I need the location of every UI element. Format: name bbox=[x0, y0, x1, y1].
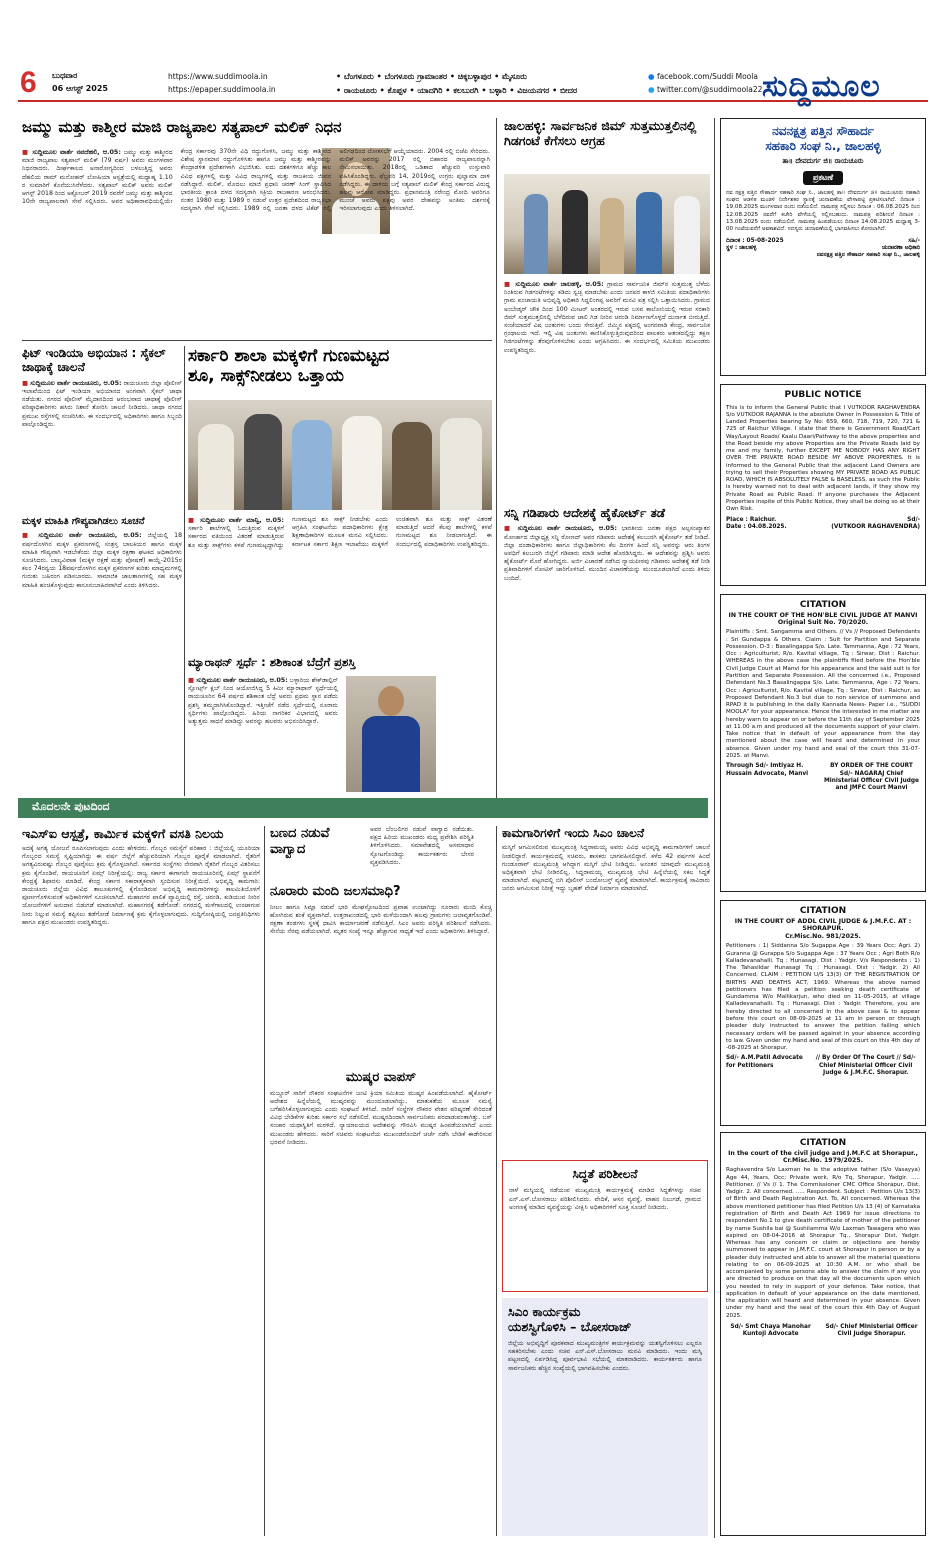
issue-date-text: 06 ಆಗಸ್ಟ್ 2025 bbox=[52, 83, 108, 93]
headline: ನೂರಾರು ಮಂದಿ ಜಲಸಮಾಧಿ? bbox=[270, 884, 401, 899]
newspaper-logo: ಸುದ್ದಿಮೂಲ bbox=[762, 69, 881, 104]
article-cm-program bbox=[502, 1298, 708, 1536]
citation-body: Petitioners : 1) Siddanna S/o Sugappa Age : 39 Years Occ; Agri. 2) Guranna @ Gurappa S/o Sugappa Age : 37 Years Occ ; Agri Both R/o Kalladevanahalli. Tq : Hunasagi. Dist : Yadgir. V/s Respondents : 1) The Tahasildar Hunasagi Tq : Hunasagi. Dist : Yadgir. 2) All Concerned. CLAIM : PETITION U/S 13(3) OF THE REGISTRATION OF BIRTHS AND DEATHS ACT, 1969. Whereas the above named petitioners has filed a petition seeking death certificate of Gundamma W/o Mallikarjun, who died on 11-05-2015, at village Kalladevanahalli. Tq : Hunasagi. Dist : Yadgir. Therefore, you are hereby directed to all concerned in the above case & to appear before this court on 08-09-2025 at 11 am in person or through pleader duly instructed to answer the petition failing which necessary orders will be passed against in your absence according to law. Given under my hand and seal of this court on this 4th day of -08-2025 at Shorapur. bbox=[726, 943, 920, 1052]
twitter-icon: ● bbox=[648, 85, 655, 95]
body-text: ಮಜ್ದೂರ್ ಸಾರಿಗೆ ನೌಕರರ ಸಂಘಟನೆಗಳ ಜಂಟಿ ಕ್ರಿಯಾ ಸಮಿತಿಯ ಮುಷ್ಕರ ಹಿಂಪಡೆಯಲಾಗಿದೆ. ಹೈಕೋರ್ಟ್ ಆದೇಶದ ಹಿನ್ನೆಲೆಯಲ್ಲಿ ಮುಷ್ಕರವನ್ನು ಮುಂದೂಡಲಾಗಿದ್ದು, ಮಾತುಕತೆಯ ಮೂಲಕ ಸಮಸ್ಯೆ ಬಗೆಹರಿಸಿಕೊಳ್ಳಲಾಗುವುದು ಎಂದು ಸಂಘಟನೆ ತಿಳಿಸಿದೆ. ನಾರಿಗೆ ಸಂಸ್ಥೆಗಳ ನೌಕರರ ವೇತನ ಪರಿಷ್ಕರಣೆ ಸೇರಿದಂತೆ ವಿವಿಧ ಬೇಡಿಕೆಗಳ ಕುರಿತು ಸರ್ಕಾರ ಸಭೆ ನಡೆಸಲಿದೆ. ಮುಷ್ಕರದಿಂದಾಗಿ ಸಾರ್ವಜನಿಕರು ಪರದಾಡುವಂತಾಗಿತ್ತು. ಬಸ್ ಸಂಚಾರ ಯಥಾಸ್ಥಿತಿಗೆ ಮರಳಿದೆ. ನ್ಯಾಯಾಲಯದ ಆದೇಶವನ್ನು ಗೌರವಿಸಿ ಮುಷ್ಕರ ಹಿಂಪಡೆಯಲಾಗಿದೆ ಎಂದು ಮುಖಂಡರು ಹೇಳಿದರು. ಸಾರಿಗೆ ಸಚಿವರು ಸಂಘಟನೆಯ ಮುಖಂಡರೊಂದಿಗೆ ಚರ್ಚೆ ನಡೆಸಿ ಬೇಡಿಕೆ ಈಡೇರಿಸುವ ಭರವಸೆ ನೀಡಿದರು. bbox=[270, 1089, 492, 1146]
article-body bbox=[188, 516, 492, 650]
article-marathon bbox=[188, 656, 492, 796]
citation-right-sign: BY ORDER OF THE COURT Sd/- NAGARAJ Chief Ministerial Officer Civil Judge and JMFC Court Manvi bbox=[824, 763, 919, 792]
headline: ಮುಷ್ಕರ ವಾಪಸ್ bbox=[345, 1070, 417, 1085]
notice-date: Date : 04.08.2025. bbox=[726, 523, 787, 530]
article-body bbox=[509, 1187, 701, 1212]
headline: ಮ್ಯಾರಾಥನ್ ಸ್ಪರ್ಧೆ : ಶಶಿಕಾಂತ ಬೆದ್ರೆಗೆ ಪ್ರಶಸ್ತಿ bbox=[188, 656, 356, 669]
headline: ಸಿದ್ಧತೆ ಪರಿಶೀಲನೆ bbox=[572, 1167, 638, 1181]
notice-citation-manvi bbox=[720, 594, 926, 892]
notice-public bbox=[720, 384, 926, 586]
body-text: ಗ್ರಾಮದ ಸಾರ್ವಜನಿಕ ಜಿಮ್‌ನ ಸುತ್ತಮುತ್ತ ಬೆಳೆದು ನಿಂತಿರುವ ಗಿಡಗಂಟೆಗಳನ್ನು ಕಡಿದು ಸ್ವಚ್ಛ ಮಾಡಬೇಕು ಎಂದು ಜನಪರ ಕಾಳಜಿ ಸಮಿತಿಯ ಪದಾಧಿಕಾರಿಗಳು ಗ್ರಾಮ ಪಂಚಾಯತಿ ಅಭಿವೃದ್ಧಿ ಅಧಿಕಾರಿ ಸಿದ್ದಲಿಂಗಪ್ಪ ಅವರಿಗೆ ಮನವಿ ಪತ್ರ ಸಲ್ಲಿಸಿ ಒತ್ತಾಯಿಸಿದರು. ಗ್ರಾಮದ ಅಂಬೇಡ್ಕರ್ ಚೌಕ ದಿಂದ 100 ಮೀಟರ್ ಅಂತರದಲ್ಲಿ ಇರುವ ಬಸವ ಕಾಲೋನಿಯಲ್ಲಿ ಇರುವ ಸರಕಾರಿ ಜಿಮ್ ಸುತ್ತಮುತ್ತಲಿನಲ್ಲಿ ಬೆಳೆದಿರುವ ಜಾಲಿ ಗಿಡ ನೀರಿನ ಚರಂಡಿ ನಿರ್ಮಾಣಗೊಳ್ಳದೆ ದುರ್ನಾತ ಬೀರುತ್ತಿದೆ. ಸಂಜೆಯಾದರೆ ವಿಷ ಜಂತುಗಳು ಬಂದು ಸೇರುತ್ತಿವೆ. ಜಿಮ್ಮಿನ ಪಕ್ಕದಲ್ಲಿ ಅಂಗನವಾಡಿ ಕೇಂದ್ರ, ಸಾರ್ವಜನಿಕ ಗ್ರಂಥಾಲಯ ಇದೆ. ಇಲ್ಲಿ ವಿಷ ಜಂತುಗಳು ಕಾಣಿಸಿಕೊಳ್ಳುತ್ತಿರುವುದರಿಂದ ಪಾಲಕರು ಆತಂಕದಲ್ಲಿದ್ದು ತಕ್ಷಣ ಗಿಡಗಂಟೆಗಳನ್ನು ತೆರವುಗೊಳಿಸಬೇಕು ಎಂದು ಆಗ್ರಹಿಸಿದರು. ಈ ಸಂದರ್ಭದಲ್ಲಿ ಸಮಿತಿಯ ಮುಖಂಡರು ಉಪಸ್ಥಿತರಿದ್ದರು. bbox=[504, 281, 710, 354]
byline: ■ ಸುದ್ದಿಮೂಲ ವಾರ್ತೆ ರಾಯಚೂರು, ಆ.05: bbox=[22, 378, 122, 387]
body-text: ಅವರ ಬೆಂಬಲಿಗರ ನಡುವೆ ವಾಗ್ವಾದ ನಡೆಯಿತು. ಪಕ್ಷದ ಹಿರಿಯ ಮುಖಂಡರು ಮಧ್ಯ ಪ್ರವೇಶಿಸಿ ಪರಿಸ್ಥಿತಿ ತಿಳಿಗೊಳಿಸಿದರು. ಸಮಾವೇಶದಲ್ಲಿ ಅಸಮಾಧಾನ ಸ್ಫೋಟಗೊಂಡಿದ್ದು ಕಾರ್ಯಕರ್ತರು ಬೇಸರ ವ್ಯಕ್ತಪಡಿಸಿದರು. bbox=[370, 826, 474, 866]
headline: ಜಮ್ಮು ಮತ್ತು ಕಾಶ್ಮೀರ ಮಾಜಿ ರಾಜ್ಯಪಾಲ ಸತ್ಯಪಾಲ್ ಮಲಿಕ್ ನಿಧನ bbox=[22, 118, 342, 136]
notice-title: PUBLIC NOTICE bbox=[784, 390, 862, 400]
column-divider bbox=[496, 826, 497, 1536]
body-text: ಜಿಲ್ಲೆಯಲ್ಲಿ 18 ವರ್ಷದೊಳಗಿನ ಮಕ್ಕಳ ಪ್ರಕರಣಗಳಲ್ಲಿ ಸಂತ್ರಸ್ತ ಬಾಲಕಿಯರ ಹಾಗೂ ಮಕ್ಕಳ ಮಾಹಿತಿ ಗೌಪ್ಯವಾಗಿ ಇಡಬೇಕೆಂದು ಜಿಲ್ಲಾ ಮಕ್ಕಳ ರಕ್ಷಣಾ ಘಟಕದ ಅಧಿಕಾರಿಗಳು ಸೂಚಿಸಿದರು. ಬಾಲ್ಯವಿವಾಹ (ಮಕ್ಕಳ ರಕ್ಷಣೆ ಮತ್ತು ಪೋಷಣೆ) ಕಾಯ್ದೆ-2015ರ ಕಲಂ 74ರನ್ವಯ 18ವರ್ಷದೊಳಗಿನ ಮಕ್ಕಳ ಪ್ರಕರಣಗಳ ಕುರಿತು ಮಾಧ್ಯಮಗಳಲ್ಲಿ ಗುರುತು ಬಹಿರಂಗ ಪಡಿಸಬಾರದು. ಸಾಮಾಜಿಕ ಜಾಲತಾಣಗಳಲ್ಲಿ ಸಹ ಮಕ್ಕಳ ಮಾಹಿತಿ ಹಂಚಿಕೊಳ್ಳುವುದು ಕಾನೂನುಬಾಹಿರವಾಗಿದೆ ಎಂದು ತಿಳಿಸಿದರು. bbox=[22, 532, 182, 589]
website-links bbox=[168, 70, 276, 96]
facebook-icon: ● bbox=[648, 72, 655, 81]
website-link[interactable]: https://www.suddimoola.in bbox=[168, 72, 268, 81]
article-satyapal bbox=[22, 118, 490, 338]
article-kamagari bbox=[502, 826, 710, 1156]
newspaper-page bbox=[18, 0, 928, 1545]
article-body bbox=[22, 845, 260, 927]
citation-left-sign: Sd/- Smt Chaya Manohar Kuntoji Advocate bbox=[730, 1323, 811, 1338]
citation-court: IN THE COURT OF ADDL CIVIL JUDGE & J.M.F.C. AT : SHORAPUR. bbox=[734, 917, 912, 933]
cities-row-1: • ಬೆಂಗಳೂರು • ಬೆಂಗಳೂರು ಗ್ರಾಮಾಂತರ • ಚಿಕ್ಕಬಳ್ಳಾಪುರ • ಮೈಸೂರು bbox=[336, 72, 527, 81]
citation-suit: Cr.Misc.No. 1979/2025. bbox=[782, 1157, 864, 1165]
citation-left-sign: Sd/- A.M.Patil Advocate for Petitioners bbox=[726, 1055, 803, 1069]
body-text: ಬಳ್ಳಾರಿಯ ಶೇಕ್‌ಡಾಲ್ಫಿನ್ ಸ್ಪೋರ್ಟ್ಸ್ ಕ್ಲಬ್ ನಿಂದ ಆಯೋಜಿಸಿದ್ದ 5 ಕಿಮೀ ಮ್ಯಾರಾಥಾನ್ ಸ್ಪರ್ಧೆಯಲ್ಲಿ ರಾಯಚೂರಿನ 64 ವರ್ಷದ ಶಶಿಕಾಂತ ಬೆದ್ರೆ ಅವರು ಪ್ರಥಮ ಸ್ಥಾನ ಪಡೆದು ಪ್ರಶಸ್ತಿ ತಮ್ಮದಾಗಿಸಿಕೊಂಡಿದ್ದಾರೆ. ಇತ್ತೀಚೆಗೆ ನಡೆದ ಸ್ಪರ್ಧೆಯಲ್ಲಿ ನೂರಾರು ಸ್ಪರ್ಧಿಗಳು ಪಾಲ್ಗೊಂಡಿದ್ದರು. ಹಿರಿಯ ನಾಗರಿಕರ ವಿಭಾಗದಲ್ಲಿ ಅವರು ಅತ್ಯುತ್ತಮ ಸಾಧನೆ ಮಾಡಿದ್ದು ಅವರನ್ನು ಹಲವರು ಅಭಿನಂದಿಸಿದ್ದಾರೆ. bbox=[188, 677, 339, 725]
body-text: ನೀಲಂ ಹಾಗೂ ಸಿಮ್ಲಾ ನಡುವೆ ಭಾರಿ ಮೇಘಸ್ಫೋಟದಿಂದ ಪ್ರವಾಹ ಉಂಟಾಗಿದ್ದು ನೂರಾರು ಮಂದಿ ಕೊಚ್ಚಿ ಹೋಗಿರುವ ಶಂಕೆ ವ್ಯಕ್ತವಾಗಿದೆ. ಉತ್ತರಾಖಂಡದಲ್ಲಿ ಭಾರಿ ಮಳೆಯಿಂದಾಗಿ ಹಲವು ಗ್ರಾಮಗಳು ಜಲಾವೃತಗೊಂಡಿವೆ. ರಕ್ಷಣಾ ತಂಡಗಳು ಸ್ಥಳಕ್ಕೆ ಧಾವಿಸಿ ಕಾರ್ಯಾಚರಣೆ ನಡೆಸುತ್ತಿವೆ. ಸಿಎಂ ಅವರು ಪರಿಸ್ಥಿತಿ ಪರಿಶೀಲನೆ ನಡೆಸಿದರು. ಸೇನೆಯ ನೆರವು ಪಡೆಯಲಾಗಿದೆ. ಮೃತರ ಸಂಖ್ಯೆ ಇನ್ನೂ ಹೆಚ್ಚಾಗುವ ಸಾಧ್ಯತೆ ಇದೆ ಎಂದು ಅಧಿಕಾರಿಗಳು ತಿಳಿಸಿದ್ದಾರೆ. bbox=[270, 903, 492, 936]
cities-row-2: • ರಾಯಚೂರು • ಕೊಪ್ಪಳ • ಯಾದಗಿರಿ • ಕಲಬುರಗಿ • ಬಳ್ಳಾರಿ • ವಿಜಯನಗರ • ಬೀದರ bbox=[336, 85, 578, 95]
article-body bbox=[270, 904, 492, 937]
body-text: ಸರ್ಕಾರಿ ಶಾಲೆಗಳಲ್ಲಿ ಓದುತ್ತಿರುವ ಮಕ್ಕಳಿಗೆ ಸರ್ಕಾರದ ವತಿಯಿಂದ ವಿತರಣೆ ಮಾಡುತ್ತಿರುವ ಶೂ ಮತ್ತು ಸಾಕ್ಸ್‌ಗಳು ಕಳಪೆ ಗುಣಮಟ್ಟದ್ದಾಗಿದ್ದು ಗುಣಮಟ್ಟದ ಶೂ ಸಾಕ್ಸ್ ನೀಡಬೇಕು ಎಂದು ಆಗ್ರಹಿಸಿ ಸಂಘಟನೆಯ ಪದಾಧಿಕಾರಿಗಳು ಕ್ಷೇತ್ರ ಶಿಕ್ಷಣಾಧಿಕಾರಿಗಳ ಮೂಲಕ ಮನವಿ ಸಲ್ಲಿಸಿದರು. ಕರ್ನಾಟಕ ಸರ್ಕಾರ ಶಿಕ್ಷಣ ಇಲಾಖೆಯು ಮಕ್ಕಳಿಗೆ ಉಚಿತವಾಗಿ ಶೂ ಮತ್ತು ಸಾಕ್ಸ್ ವಿತರಣೆ ಮಾಡುತ್ತಿದೆ ಆದರೆ ಕೆಲವು ಶಾಲೆಗಳಲ್ಲಿ ಕಳಪೆ ಗುಣಮಟ್ಟದ ಶೂ ನೀಡಲಾಗುತ್ತಿದೆ. ಈ ಸಂದರ್ಭದಲ್ಲಿ ಪದಾಧಿಕಾರಿಗಳು ಉಪಸ್ಥಿತರಿದ್ದರು. bbox=[188, 516, 492, 549]
notice-sign: Sd/- bbox=[907, 516, 920, 523]
notice-title-2: ಸಹಕಾರಿ ಸಂಘ ನಿ., ಜಾಲಹಳ್ಳಿ bbox=[765, 139, 881, 154]
headline: ಕಾಮಗಾರಿಗಳಿಗೆ ಇಂದು ಸಿಎಂ ಚಾಲನೆ bbox=[502, 826, 645, 840]
notice-subtitle: ತಾ॥ ದೇವದುರ್ಗ ಜಿ॥ ರಾಯಚೂರು bbox=[782, 156, 864, 165]
school-photo bbox=[188, 400, 492, 510]
notice-citation-shorapur-1 bbox=[720, 900, 926, 1126]
social-links bbox=[648, 70, 762, 96]
notice-place: ಸ್ಥಳ : ಜಾಲಹಳ್ಳಿ bbox=[726, 244, 757, 251]
column-divider bbox=[264, 826, 265, 1536]
column-divider bbox=[714, 118, 715, 1538]
citation-left-sign: Through Sd/- Imtiyaz H. Hussain Advocate, Manvi bbox=[726, 763, 809, 777]
headline: ಇಎಸ್‌ಐ ಆಸ್ಪತ್ರೆ, ಕಾರ್ಮಿಕ ಮಕ್ಕಳಿಗೆ ವಸತಿ ನಿಲಯ bbox=[22, 826, 224, 841]
notice-sign-org: ನವನಕ್ಷತ್ರ ಪತ್ತಿನ ಸೌಹಾರ್ದ ಸಹಕಾರಿ ಸಂಘ ನಿ., ಜಾಲಹಳ್ಳಿ bbox=[816, 252, 920, 259]
headline-line-2: ಶೂ, ಸಾಕ್ಸ್‌ನೀಡಲು ಒತ್ತಾಯ bbox=[188, 366, 344, 387]
article-body bbox=[504, 524, 710, 582]
body-text: ಜಿಲ್ಲೆಯ ಅಭಿವೃದ್ಧಿಗೆ ಪೂರಕವಾದ ಮುಖ್ಯಮಂತ್ರಿಗಳ ಕಾರ್ಯಕ್ರಮವನ್ನು ಯಶಸ್ವಿಗೊಳಿಸಲು ಎಲ್ಲರೂ ಸಹಕರಿಸಬೇಕು ಎಂದು ಸಚಿವ ಎನ್.ಎಸ್.ಬೋಸರಾಜು ಮನವಿ ಮಾಡಿದರು. ಇಂದು ಮಸ್ಕಿ ಪಟ್ಟಣದಲ್ಲಿ ಏರ್ಪಡಿಸಿದ್ದ ಪೂರ್ವಭಾವಿ ಸಭೆಯಲ್ಲಿ ಮಾತನಾಡಿದರು. ಕಾರ್ಯಕರ್ತರು ಹಾಗೂ ಸಾರ್ವಜನಿಕರು ಹೆಚ್ಚಿನ ಸಂಖ್ಯೆಯಲ್ಲಿ ಭಾಗವಹಿಸಬೇಕು ಎಂದರು. bbox=[508, 1340, 702, 1372]
headline-line-1: ಸಿಎಂ ಕಾರ್ಯಕ್ರಮ bbox=[508, 1304, 581, 1319]
marathon-photo bbox=[346, 676, 436, 792]
citation-right-sign: Sd/- Chief Ministerial Officer Civil Judge Shorapur. bbox=[825, 1323, 918, 1338]
article-fitindia bbox=[22, 346, 182, 514]
article-body bbox=[22, 148, 490, 336]
article-gym bbox=[504, 118, 710, 498]
headline-line-1: ಸರ್ಕಾರಿ ಶಾಲಾ ಮಕ್ಕಳಿಗೆ ಗುಣಮಟ್ಟದ bbox=[188, 346, 390, 366]
article-mushkara bbox=[270, 1070, 492, 1536]
twitter-link[interactable]: ● twitter.com/@suddimoola22 bbox=[648, 85, 763, 95]
article-body bbox=[270, 1090, 492, 1147]
citation-title: CITATION bbox=[799, 906, 847, 916]
notice-date: ದಿನಾಂಕ : 05-08-2025 bbox=[726, 237, 784, 244]
article-child-info bbox=[22, 516, 182, 796]
citation-body: Plaintiffs : Smt. Sangamma and Others. // Vs // Proposed Defendants : Sri Gundappa & Others. Claim : Suit for Partition and Separate Possession. D-3 : Basalingappa S/o. Late. Tammanna, Age : 72 Years, Occ : Agriculturist, R/o. Kavital village, Tq : Sirwar, Dist : Raichur. WHEREAS in the above case the plaintiffs filed before the Hon'ble Civil Judge Court at Manvi for his appearance and the said suit is for Partition and Separate Possession. All the concerned i.e., Proposed Defendant No.3 Basalingappa S/o. Late. Tammanna, Age : 72 Years, Occ : Agriculturist, R/o. Kavital village, Tq : Sirwar, Dist : Raichur, as Proposed Defendant No.3 but due to non service of summons and RPAD it is publishing in the daily Kannada News- Paper i.e., "SUDDI MOOLA" for your appearance. Hence the interested in me matter are hereby warn to appear on or before the 11th day of September 2025 at 11.00 a.m and produced all the documents support of your claim. Take notice that in default of your appearance from the day mentioned about the case will heard and determined in your absence. Given under my hand and seal of the court this 31-07-2025. at Manvi. bbox=[726, 629, 920, 759]
article-banada bbox=[270, 826, 474, 878]
article-body bbox=[22, 531, 182, 589]
masthead bbox=[18, 64, 928, 102]
body-text: ಭಾರತೀಯ ಜನತಾ ಪಕ್ಷದ ಅಲ್ಪಸಂಖ್ಯಾತರ ಮೋರ್ಚಾದ ಜಿಲ್ಲಾಧ್ಯಕ್ಷ ಸನ್ನಿ ರೋಣದ್ ಅವರ ಗಡಿಪಾರು ಆದೇಶಕ್ಕೆ ಕಲಬುರಗಿ ಹೈಕೋರ್ಟ್ ತಡೆ ನೀಡಿದೆ. ಜಿಲ್ಲಾ ದಂಡಾಧಿಕಾರಿಗಳು ಹಾಗೂ ಜಿಲ್ಲಾಧಿಕಾರಿಗಳು ಕೆಲ ದಿನಗಳ ಹಿಂದೆ ಸನ್ನಿ ಅವರನ್ನು ಆರು ತಿಂಗಳ ಅವಧಿಗೆ ಕಲಬುರಗಿ ಜಿಲ್ಲೆಗೆ ಗಡಿಪಾರು ಮಾಡಿ ಆದೇಶ ಹೊರಡಿಸಿದ್ದರು. ಈ ಆದೇಶವನ್ನು ಪ್ರಶ್ನಿಸಿ ಅವರು ಹೈಕೋರ್ಟ್ ಮೊರೆ ಹೋಗಿದ್ದರು. ಅರ್ಜಿ ವಿಚಾರಣೆ ನಡೆಸಿದ ನ್ಯಾಯಪೀಠವು ಗಡಿಪಾರು ಆದೇಶಕ್ಕೆ ತಡೆ ನೀಡಿ ಪ್ರತಿವಾದಿಗಳಿಗೆ ನೋಟಿಸ್ ಜಾರಿಗೊಳಿಸಿದೆ. ಮುಂದಿನ ವಿಚಾರಣೆಯನ್ನು ಮುಂದೂಡಲಾಗಿದೆ ಎಂದು ತಿಳಿದು ಬಂದಿದೆ. bbox=[504, 525, 710, 582]
byline: ■ ಸುದ್ದಿಮೂಲ ವಾರ್ತೆ ರಾಯಚೂರು, ಆ.05: bbox=[188, 676, 288, 684]
byline: ■ ಸುದ್ದಿಮೂಲ ವಾರ್ತೆ ರಾಯಚೂರು, ಆ.05: bbox=[22, 531, 142, 540]
byline: ■ ಸುದ್ದಿಮೂಲ ವಾರ್ತೆ ರಾಯಚೂರು, ಆ.05: bbox=[504, 524, 617, 533]
citation-suit: Cr.Misc.No. 981/2025. bbox=[785, 933, 861, 941]
citation-suit: Original Suit No. 70/2020. bbox=[777, 619, 869, 627]
article-body bbox=[370, 826, 474, 878]
article-body bbox=[504, 280, 710, 496]
article-school-shoes bbox=[188, 346, 492, 652]
body-text: ಜಮ್ಮು ಮತ್ತು ಕಾಶ್ಮೀರದ ಮಾಜಿ ರಾಜ್ಯಪಾಲ ಸತ್ಯಪಾಲ್ ಮಲಿಕ್ (79 ವರ್ಷ) ಅವರು ಮಂಗಳವಾರ ನಿಧನರಾದರು. ದೀರ್ಘಕಾಲದ ಅನಾರೋಗ್ಯದಿಂದ ಬಳಲುತ್ತಿದ್ದ ಅವರು ದೆಹಲಿಯ ರಾಮ್ ಮನೋಹರ್ ಲೋಹಿಯಾ ಆಸ್ಪತ್ರೆಯಲ್ಲಿ ಮಧ್ಯಾಹ್ನ 1.10 ರ ಸುಮಾರಿಗೆ ಕೊನೆಯುಸಿರೆಳೆದರು. ಸತ್ಯಪಾಲ್ ಮಲಿಕ್ ಅವರು ಮಲಿಕ್ ಆಗಸ್ಟ್ 2018 ರಿಂದ ಅಕ್ಟೋಬರ್ 2019 ರವರೆಗೆ ಜಮ್ಮು ಮತ್ತು ಕಾಶ್ಮೀರದ 10ನೇ ರಾಜ್ಯಪಾಲರಾಗಿ ಸೇವೆ ಸಲ್ಲಿಸಿದರು. ಅವರ ಅಧಿಕಾರಾವಧಿಯಲ್ಲಿಯೇ ಕೇಂದ್ರ ಸರ್ಕಾರವು 370ನೇ ವಿಧಿ ರದ್ದುಗೊಳಿಸಿ, ಜಮ್ಮು ಮತ್ತು ಕಾಶ್ಮೀರದ ವಿಶೇಷ ಸ್ಥಾನಮಾನ ರದ್ದುಗೊಳಿಸಿತು ಹಾಗೂ ಜಮ್ಮು ಮತ್ತು ಕಾಶ್ಮೀರವನ್ನು ಕೇಂದ್ರಾಡಳಿತ ಪ್ರದೇಶಗಳಾಗಿ ವಿಭಜಿಸಿತು. ಐದು ದಶಕಗಳಿಗೂ ಹೆಚ್ಚು ಕಾಲ ವಿವಿಧ ಪಕ್ಷಗಳಲ್ಲಿ ಮತ್ತು ವಿವಿಧ ರಾಜ್ಯಗಳಲ್ಲಿ ಮತ್ತು ರಾಜಕೀಯ ಜೀವನ ನಡೆಸಿದ್ದಾರೆ. ಮಲಿಕ್, ಮೊದಲು ಮಾಜಿ ಪ್ರಧಾನಿ ಚರಣ್ ಸಿಂಗ್ ಸ್ಥಾಪಿಸಿದ ಭಾರತೀಯ ಕ್ರಾಂತಿ ದಳದ ಸದಸ್ಯರಾಗಿ ಸಕ್ರಿಯ ರಾಜಕಾರಣ ಆರಂಭಿಸಿದರು. ನಂತರ 1980 ಮತ್ತು 1989 ರ ನಡುವೆ ಉತ್ತರ ಪ್ರದೇಶದಿಂದ ರಾಜ್ಯಸಭಾ ಸದಸ್ಯರಾಗಿ ಸೇವೆ ಸಲ್ಲಿಸಿದರು. 1989 ರಲ್ಲಿ ಜನತಾ ದಳದ ಟಿಕೆಟ್ ನಲ್ಲಿ ಅಲಿಗಢದಿಂದ ಲೋಕಸಭೆಗೆ ಆಯ್ಕೆಯಾದರು. 2004 ರಲ್ಲಿ ಬಿಜೆಪಿ ಸೇರಿದರು. ಮಲಿಕ್ ಅವರನ್ನು 2017 ರಲ್ಲಿ ಬಿಹಾರದ ರಾಜ್ಯಪಾಲರನ್ನಾಗಿ ನೇಮಿಸಲಾಯಿತು. 2018ರಲ್ಲಿ ಒಡಿಶಾದ ಹೆಚ್ಚುವರಿ ಉಸ್ತುವಾರಿ ವಹಿಸಿಕೊಂಡಿದ್ದರು. ಫೆಬ್ರವರಿ 14, 2019ರಲ್ಲಿ ಉಗ್ರರು ಪುಲ್ವಾಮಾ ದಾಳಿ ನಡೆಸಿದ್ದರು. ಈ ದಾಳಿಯ ಬಗ್ಗೆ ಸತ್ಯಪಾಲ್ ಮಲಿಕ್ ಕೇಂದ್ರ ಸರ್ಕಾರದ ವಿರುದ್ಧ ಹಲವು ಆರೋಪ ಮಾಡಿದ್ದರು. ಪ್ರಧಾನಮಂತ್ರಿ ನರೇಂದ್ರ ಮೋದಿ ಅವರಿಗೂ ಮುಂಚೆ ಅವರು ಪಕ್ಷವು ಅವರ ದೇಹವನ್ನು ಅಂತಿಮ ದರ್ಶನಕ್ಕೆ ಇರಿಸಲಾಗುವುದು ಎಂದು ತಿಳಿಸಲಾಗಿದೆ. bbox=[22, 148, 490, 213]
article-body bbox=[508, 1340, 702, 1373]
issue-day: ಬುಧವಾರ bbox=[52, 71, 78, 80]
article-siddate-box bbox=[502, 1160, 708, 1292]
headline: ಬಣದ ನಡುವೆ ವಾಗ್ವಾದ bbox=[270, 826, 330, 857]
article-jalasamadhi bbox=[270, 884, 492, 1064]
citation-body: Raghavendra S/o Laxman he is the adoptive father (S/o Vasayya) Age 44, Years, Occ; Private work, R/o Tq, Shorapur, Yadgir. ..... Petitioner. // Vs // 1. The Commissioner CMC Office Shorapur, Dist, Yadgir. 2. All concerned. ..... Respondent. Subject : Petition U/s 13(3) of Birth and Death Registration Act. To, All concerned. Whereas the above mentioned petitioner has filed Petition U/s 13 (4) of Karnataka registration of Birth and Death Act 1969 for issue directions to respondent No.1 to give death certificate of mother of the petitioner by name Sushila bai @ Sushilamma W/o Laxman Tawagera who was expired on 08-04-2016 at Shorapur Tq., Shorapur Dist, Yadgir. Whereas has any concern or claim or objections are hereby summoned to appear in J.M.F.C. court at Shorapur in person or by a pleader duly instructed and able to answer all the material questions relating to on 06-09-2025 at 10:30 A.M. or who shall be accompanied by some persons able to answer the claim if any you are directed to produce on that day all the documents upon which you needed to rely in support of your defence. Take notice, that application in default of your appearance on the date mentioned, the application will heard and determined in your absence. Given under my hand and the seal of the court this 4th Day of August 2025. bbox=[726, 1167, 920, 1319]
article-body bbox=[22, 379, 182, 429]
column-divider bbox=[496, 118, 497, 798]
notice-citation-shorapur-2 bbox=[720, 1132, 926, 1536]
article-body bbox=[502, 844, 710, 893]
notice-society bbox=[720, 118, 926, 376]
byline: ■ ಸುದ್ದಿಮೂಲ ವಾರ್ತೆ ಮಾನ್ವಿ, ಆ.05: bbox=[188, 516, 284, 524]
body-text: ಅದಕ್ಕೆ ಅಗತ್ಯ ಯೋಜನೆ ರೂಪಿಸಲಾಗುವುದು ಎಂದು ಹೇಳಿದರು. ಗೊಬ್ಬರ ಸಮಸ್ಯೆಗೆ ಪರಿಹಾರ : ಜಿಲ್ಲೆಯಲ್ಲಿ ಯೂರಿಯಾ ಗೊಬ್ಬರದ ಸಮಸ್ಯೆ ಸೃಷ್ಟಿಯಾಗಿದ್ದು ಈ ವರ್ಷ ಜಿಲ್ಲೆಗೆ ಹೆಚ್ಚುವರಿಯಾಗಿ ಗೊಬ್ಬರ ಪೂರೈಕೆ ಮಾಡಲಾಗಿದೆ. ರೈತರಿಗೆ ಅಗತ್ಯವಿರುವಷ್ಟು ಗೊಬ್ಬರ ಪೂರೈಸಲು ಕ್ರಮ ಕೈಗೊಳ್ಳಲಾಗಿದೆ. ಸರ್ಕಾರದ ಸಂಸ್ಥೆಗಳು ನೇರವಾಗಿ ರೈತರಿಗೆ ಗೊಬ್ಬರ ವಿತರಿಸಲು ಕ್ರಮ ಕೈಗೊಂಡಿವೆ. ರಾಯಚೂರಿಗೆ ಏಮ್ಸ್ ನಿರೀಕ್ಷೆಯಲ್ಲಿ: ರಾಜ್ಯ ಸರ್ಕಾರ ಈಗಾಗಲೇ ರಾಯಚೂರಿನಲ್ಲಿ ಏಮ್ಸ್ ಸ್ಥಾಪನೆಗೆ ಕೇಂದ್ರಕ್ಕೆ ಶಿಫಾರಸು ಮಾಡಿದೆ. ಕೇಂದ್ರ ಸರ್ಕಾರ ಸಕಾರಾತ್ಮಕವಾಗಿ ಸ್ಪಂದಿಸುವ ನಿರೀಕ್ಷೆಯಿದೆ. ಅಭಿವೃದ್ಧಿ ಕಾಮಗಾರಿ: ರಾಯಚೂರು ಜಿಲ್ಲೆಯ ವಿವಿಧ ತಾಲೂಕುಗಳಲ್ಲಿ ಕೈಗೊಂಡಿರುವ ಅಭಿವೃದ್ಧಿ ಕಾಮಗಾರಿಗಳನ್ನು ಕಾಲಮಿತಿಯೊಳಗೆ ಪೂರ್ಣಗೊಳಿಸುವಂತೆ ಅಧಿಕಾರಿಗಳಿಗೆ ಸೂಚಿಸಲಾಗಿದೆ. ಮಹಾನಗರ ಪಾಲಿಕೆ ವ್ಯಾಪ್ತಿಯಲ್ಲಿ ರಸ್ತೆ, ಚರಂಡಿ, ಕುಡಿಯುವ ನೀರಿನ ಯೋಜನೆಗಳಿಗೆ ಅನುದಾನ ಬಿಡುಗಡೆ ಮಾಡಲಾಗಿದೆ. ಮಹಾನಗರಕ್ಕೆ ತಡೆಗೋಡೆ: ನಗರದಲ್ಲಿ ಮಳೆಗಾಲದಲ್ಲಿ ಉಂಟಾಗುವ ನೀರು ನಿಲ್ಲುವ ಸಮಸ್ಯೆ ತಪ್ಪಿಸಲು ತಡೆಗೋಡೆ ನಿರ್ಮಾಣಕ್ಕೆ ಕ್ರಮ ಕೈಗೊಳ್ಳಲಾಗುವುದು. ಸುದ್ದಿಗೋಷ್ಠಿಯಲ್ಲಿ ಜನಪ್ರತಿನಿಧಿಗಳು ಹಾಗೂ ಪಕ್ಷದ ಮುಖಂಡರು ಉಪಸ್ಥಿತರಿದ್ದರು. bbox=[22, 845, 260, 926]
notice-sign-role: ಚುನಾವಣಾ ಅಧಿಕಾರಿ bbox=[881, 244, 920, 251]
edition-cities bbox=[336, 70, 577, 97]
body-text: ರಾಯಚೂರು ಜಿಲ್ಲಾ ಪೊಲೀಸ್ ಇಲಾಖೆಯಿಂದ ಫಿಟ್ ಇಂಡಿಯಾ ಅಭಿಯಾನದ ಅಂಗವಾಗಿ ಸೈಕಲ್ ಜಾಥಾ ನಡೆಯಿತು. ನಗರದ ಪೊಲೀಸ್ ಮೈದಾನದಿಂದ ಆರಂಭವಾದ ಜಾಥಾಕ್ಕೆ ಪೊಲೀಸ್ ವರಿಷ್ಠಾಧಿಕಾರಿಗಳು ಹಸಿರು ನಿಶಾನೆ ತೋರಿಸಿ ಚಾಲನೆ ನೀಡಿದರು. ಜಾಥಾ ನಗರದ ಪ್ರಮುಖ ರಸ್ತೆಗಳಲ್ಲಿ ಸಂಚರಿಸಿತು. ಈ ಸಂದರ್ಭದಲ್ಲಿ ಅಧಿಕಾರಿಗಳು ಹಾಗೂ ಸಿಬ್ಬಂದಿ ಪಾಲ್ಗೊಂಡಿದ್ದರು. bbox=[22, 379, 182, 428]
section-band-from-front-page: ಮೊದಲನೇ ಪುಟದಿಂದ bbox=[18, 798, 708, 818]
notice-sign: ಸಹಿ/- bbox=[908, 237, 920, 244]
notice-badge: ಪ್ರಕಟಣೆ bbox=[803, 171, 843, 185]
byline: ■ ಸುದ್ದಿಮೂಲ ವಾರ್ತೆ ನವದೆಹಲಿ, ಆ.05: bbox=[22, 148, 121, 156]
headline: ಸನ್ನಿ ಗಡಿಪಾರು ಆದೇಶಕ್ಕೆ ಹೈಕೋರ್ಟ್ ತಡೆ bbox=[504, 506, 665, 520]
citation-title: CITATION bbox=[799, 600, 847, 610]
article-sunny bbox=[504, 506, 710, 796]
notice-place: Place : Raichur. bbox=[726, 516, 777, 523]
citation-title: CITATION bbox=[799, 1138, 847, 1148]
headline-line-2: ಯಶಸ್ವಿಗೊಳಿಸಿ – ಬೋಸರಾಜ್ bbox=[508, 1319, 632, 1334]
row-divider bbox=[22, 340, 492, 341]
citation-court: In the court of the civil judge and J.M.F.C at Shorapur., bbox=[728, 1149, 918, 1157]
article-esi bbox=[22, 826, 260, 1536]
notice-signer-name: (VUTKOOR RAGHAVENDRA) bbox=[831, 523, 920, 530]
article-body bbox=[188, 676, 338, 794]
citation-right-sign: // By Order Of The Court // Sd/- Chief Ministerial Officer Civil Judge & J.M.F.C. Shorapur. bbox=[815, 1055, 916, 1077]
facebook-link[interactable]: ● facebook.com/Suddi Moola bbox=[648, 72, 758, 81]
body-text: ನಾಳೆ ಮಸ್ಕಿಯಲ್ಲಿ ನಡೆಯುವ ಮುಖ್ಯಮಂತ್ರಿ ಕಾರ್ಯಕ್ರಮಕ್ಕೆ ಮಾಡಿದ ಸಿದ್ಧತೆಗಳನ್ನು ಸಚಿವ ಎನ್.ಎಸ್.ಬೋಸರಾಜು ಪರಿಶೀಲಿಸಿದರು. ವೇದಿಕೆ, ಆಸನ ವ್ಯವಸ್ಥೆ, ವಾಹನ ನಿಲುಗಡೆ, ಗ್ರಾಮದ ಅಂಗಣಕ್ಕೆ ಮಾಡಿದ ವ್ಯವಸ್ಥೆಯನ್ನು ವೀಕ್ಷಿಸಿ ಅಧಿಕಾರಿಗಳಿಗೆ ಸೂಕ್ತ ಸೂಚನೆ ನೀಡಿದರು. bbox=[509, 1187, 701, 1211]
headline: ಮಕ್ಕಳ ಮಾಹಿತಿ ಗೌಪ್ಯವಾಗಿಡಲು ಸೂಚನೆ bbox=[22, 516, 145, 527]
notice-body: ನವ ನಕ್ಷತ್ರ ಪತ್ತಿನ ಸೌಹಾರ್ದ ಸಹಕಾರಿ ಸಂಘ ನಿ., ಜಾಲಹಳ್ಳಿ ತಾ॥ ದೇವದುರ್ಗ ಜಿ॥ ರಾಯಚೂರು ಸಹಕಾರಿ ಸಂಘದ ಆಡಳಿತ ಮಂಡಳಿ ನಿರ್ದೇಶಕರ ಸ್ಥಾನಕ್ಕೆ ಚುನಾವಣೆಯ ವೇಳಾಪಟ್ಟಿ ಪ್ರಕಟಿಸಲಾಗಿದೆ. ದಿನಾಂಕ : 19.08.2025 ಮಂಗಳವಾರ ರಂದು ನಡೆಯಲಿದೆ. ನಾಮಪತ್ರ ಸಲ್ಲಿಸಲು ದಿನಾಂಕ : 06.08.2025 ರಿಂದ 12.08.2025 ರವರೆಗೆ ಕಚೇರಿ ವೇಳೆಯಲ್ಲಿ ಸಲ್ಲಿಸಬಹುದು. ನಾಮಪತ್ರ ಪರಿಶೀಲನೆ ದಿನಾಂಕ : 13.08.2025 ರಂದು ನಡೆಯಲಿದೆ. ನಾಮಪತ್ರ ಹಿಂಪಡೆಯಲು ದಿನಾಂಕ 14.08.2025 ಮಧ್ಯಾಹ್ನ 3-00 ಗಂಟೆಯವರೆಗೆ ಅವಕಾಶವಿದೆ. ಸದಸ್ಯರು ಚುನಾವಣೆಯಲ್ಲಿ ಭಾಗವಹಿಸಲು ಕೋರಲಾಗಿದೆ. bbox=[726, 189, 920, 233]
headline: ಜಾಲಹಳ್ಳಿ: ಸಾರ್ವಜನಿಕ ಜಿಮ್ ಸುತ್ತಮುತ್ತಲಿನಲ್ಲಿ ಗಿಡಗಂಟೆ ಕೆಗೆಸಲು ಆಗ್ರಹ bbox=[504, 118, 697, 148]
headline: ಫಿಟ್ ಇಂಡಿಯಾ ಅಭಿಯಾನ : ಸೈಕಲ್ ಜಾಥಾಕ್ಕೆ ಚಾಲನೆ bbox=[22, 346, 166, 375]
notice-title-1: ನವನಕ್ಷತ್ರ ಪತ್ತಿನ ಸೌಹಾರ್ದ bbox=[772, 124, 874, 138]
column-divider bbox=[184, 346, 185, 796]
issue-date bbox=[52, 70, 108, 96]
notice-body: This is to inform the General Public that I VUTKOOR RAGHAVENDRA S/o VUTKOOR RAJANNA is the absolute Owner in Possession & Title of Landed Properties bearing Sy No: 659, 660, 718, 719, 720, 721 & 725 of Raichur Village. I state that there is Government Road/Cart Way/Layout Roads/ Kaalu Daari/Pathway to the above properties and the Road beside my above Properties are the Private Roads laid by me and my family, further EXCEPT ME NOBODY HAS ANY RIGHT OVER THE PRIVATE ROAD BESIDE MY ABOVE PROPERTIES. It is informed to the General Public that the adjacent Land Owners are trying to sell their Properties showing MY PRIVATE ROAD AS PUBLIC ROAD, WHICH IS ABSOLUTELY FALSE & BASELESS, as such the Public is hereby warned not to deal with adjacent lands, if they show my Private Road as Public Road. If anyone purchases the Adjacent Properties inspite of this Public Notice, they shall be doing so at their Own Risk. bbox=[726, 404, 920, 513]
page-number: 6 bbox=[20, 66, 37, 99]
article-body-continued bbox=[442, 676, 492, 794]
byline: ■ ಸುದ್ದಿಮೂಲ ವಾರ್ತೆ ಜಾಲಹಳ್ಳಿ, ಆ.05: bbox=[504, 280, 604, 288]
epaper-link[interactable]: https://epaper.suddimoola.in bbox=[168, 85, 276, 95]
gym-photo bbox=[504, 174, 710, 274]
body-text: ಮಸ್ಕಿಗೆ ಆಗಮಿಸಲಿರುವ ಮುಖ್ಯಮಂತ್ರಿ ಸಿದ್ದರಾಮಯ್ಯ ಅವರು ವಿವಿಧ ಅಭಿವೃದ್ಧಿ ಕಾಮಗಾರಿಗಳಿಗೆ ಚಾಲನೆ ನೀಡಲಿದ್ದಾರೆ. ಕಾರ್ಯಕ್ರಮದಲ್ಲಿ ಸಚಿವರು, ಶಾಸಕರು ಭಾಗವಹಿಸಲಿದ್ದಾರೆ. ಕಳೆದ 42 ವರ್ಷಗಳ ಹಿಂದೆ ಗುಂಡೂರಾವ್ ಮುಖ್ಯಮಂತ್ರಿ ಆಗಿದ್ದಾಗ ಮಸ್ಕಿಗೆ ಭೇಟಿ ನೀಡಿದ್ದರು. ಅನಂತರ ಯಾವುದೇ ಮುಖ್ಯಮಂತ್ರಿ ಅಧಿಕೃತವಾಗಿ ಭೇಟಿ ನೀಡಿರಲಿಲ್ಲ. ಸಿದ್ದರಾಮಯ್ಯ ಮುಖ್ಯಮಂತ್ರಿ ಭೇಟಿ ಹಿನ್ನೆಲೆಯಲ್ಲಿ ಸಕಲ ಸಿದ್ಧತೆ ಮಾಡಲಾಗಿದೆ. ಪಟ್ಟಣದಲ್ಲಿ ಬಿಗಿ ಪೊಲೀಸ್ ಬಂದೋಬಸ್ತ್ ವ್ಯವಸ್ಥೆ ಮಾಡಲಾಗಿದೆ. ಕಾರ್ಯಕ್ರಮಕ್ಕೆ ಸಾವಿರಾರು ಜನರು ಆಗಮಿಸುವ ನಿರೀಕ್ಷೆ ಇದ್ದು ಬೃಹತ್ ವೇದಿಕೆ ನಿರ್ಮಾಣ ಮಾಡಲಾಗಿದೆ. bbox=[502, 844, 710, 893]
citation-court: IN THE COURT OF THE HON'BLE CIVIL JUDGE AT MANVI bbox=[728, 611, 918, 619]
